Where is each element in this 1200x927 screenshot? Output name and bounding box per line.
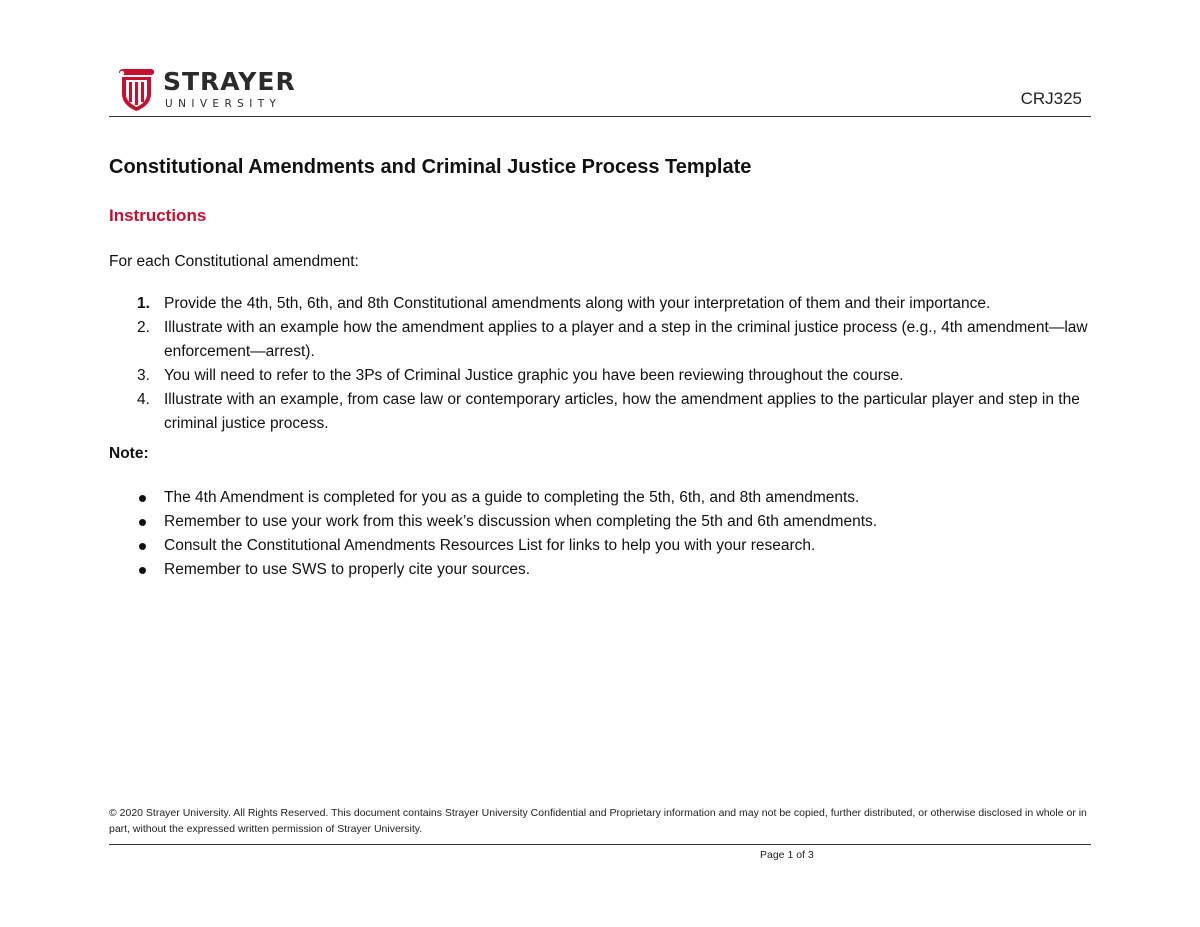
step-text: Illustrate with an example how the amendment applies to a player and a step in the criminal justice process (e.g., 4th amendment—law enforcement—arrest). (164, 319, 1088, 360)
strayer-shield-icon (117, 68, 155, 112)
step-text: Illustrate with an example, from case law or contemporary articles, how the amendment applies to the particular player and step in the criminal justice process. (164, 391, 1080, 432)
list-item (109, 388, 1089, 436)
list-item (109, 316, 1089, 364)
note-text: Remember to use SWS to properly cite your sources. (164, 561, 531, 578)
note-label: Note: (109, 445, 149, 462)
list-item (109, 364, 1089, 388)
list-item (109, 534, 1091, 558)
step-number: 3. (137, 367, 150, 384)
step-text: You will need to refer to the 3Ps of Criminal Justice graphic you have been reviewing throughout the course. (164, 367, 904, 384)
step-text: Provide the 4th, 5th, 6th, and 8th Constitutional amendments along with your interpretation of them and their importance. (164, 295, 991, 312)
document-title: Constitutional Amendments and Criminal Justice Process Template (109, 156, 752, 178)
strayer-logo (117, 66, 296, 114)
note-text: Consult the Constitutional Amendments Resources List for links to help you with your research. (164, 537, 816, 554)
intro-text: For each Constitutional amendment: (109, 253, 359, 270)
footer-divider (109, 844, 1091, 845)
step-number: 4. (137, 391, 150, 408)
bullet-icon (139, 519, 146, 526)
instruction-steps (109, 292, 1091, 436)
logo-name: STRAYER (163, 67, 296, 96)
note-text: The 4th Amendment is completed for you as a guide to completing the 5th, 6th, and 8th amendments. (164, 489, 860, 506)
page-header (109, 64, 1091, 116)
note-text: Remember to use your work from this week’s discussion when completing the 5th and 6th amendments. (164, 513, 878, 530)
header-divider (109, 116, 1091, 117)
bullet-icon (139, 567, 146, 574)
step-number: 1. (137, 295, 150, 312)
copyright-notice: © 2020 Strayer University. All Rights Reserved. This document contains Strayer University Confidential and Proprietary information and may not be copied, further distributed, or otherwise disclosed in whole or in part, without the expressed written permission of Strayer University. (109, 807, 1087, 835)
list-item (109, 292, 1089, 316)
bullet-icon (139, 543, 146, 550)
note-bullets (109, 486, 1091, 582)
page-number: Page 1 of 3 (760, 849, 814, 861)
list-item (109, 510, 1091, 534)
list-item (109, 486, 1091, 510)
bullet-icon (139, 495, 146, 502)
step-number: 2. (137, 319, 150, 336)
list-item (109, 558, 1091, 582)
logo-wordmark (163, 69, 296, 111)
instructions-heading: Instructions (109, 206, 207, 225)
course-code: CRJ325 (1020, 89, 1082, 108)
logo-subtitle: UNIVERSITY (165, 98, 282, 110)
